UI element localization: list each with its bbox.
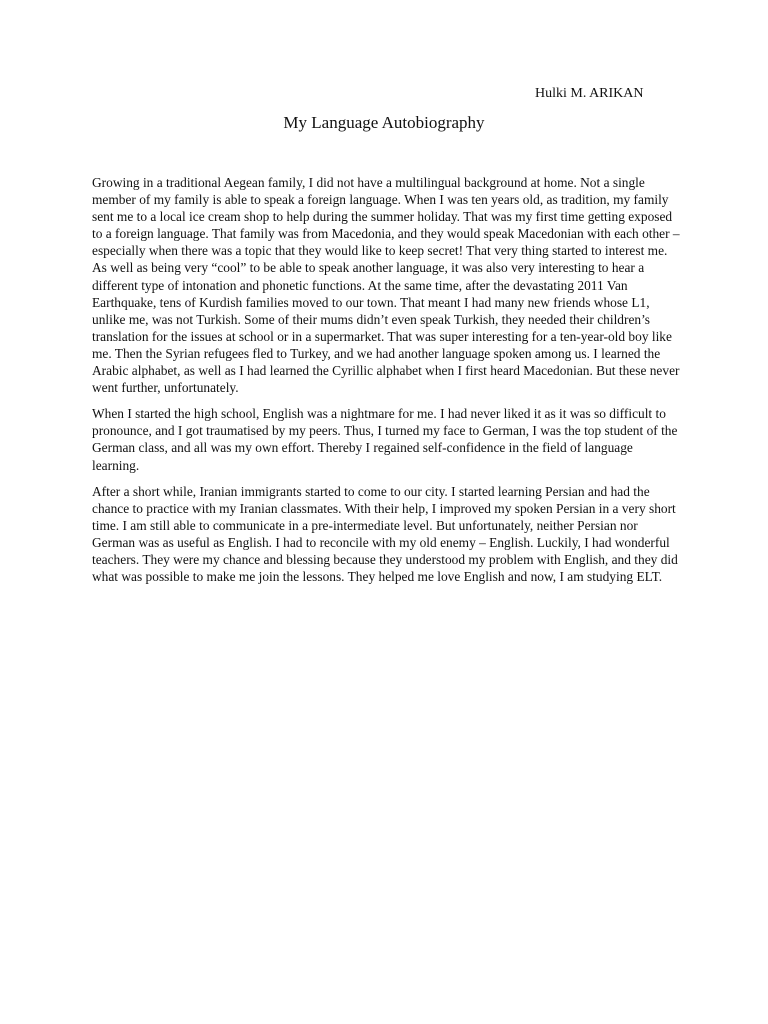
- document-title: My Language Autobiography: [283, 113, 485, 132]
- paragraph-1: Growing in a traditional Aegean family, I did not have a multilingual background at home. Not a single member of my family is able to speak a foreign language. When I was ten years old, as tradition, my family sent me to a local ice cream shop to help during the summer holiday. That was my first time getting exposed to a foreign language. That family was from Macedonia, and they would speak Macedonian with each other – especially when there was a topic that they would like to keep secret! That very thing started to interest me. As well as being very “cool” to be able to speak another language, it was also very interesting to hear a different type of intonation and phonetic functions. At the same time, after the devastating 2011 Van Earthquake, tens of Kurdish families moved to our town. That meant I had many new friends whose L1, unlike me, was not Turkish. Some of their mums didn’t even speak Turkish, they needed their children’s translation for the issues at school or in a supermarket. That was super interesting for a ten-year-old boy like me. Then the Syrian refugees fled to Turkey, and we had another language spoken among us. I learned the Arabic alphabet, as well as I had learned the Cyrillic alphabet when I first heard Macedonian. But these never went further, unfortunately.: [92, 175, 680, 396]
- author-name: Hulki M. ARIKAN: [535, 86, 644, 101]
- paragraph-2: When I started the high school, English was a nightmare for me. I had never liked it as it was so difficult to pronounce, and I got traumatised by my peers. Thus, I turned my face to German, I was the top student of the German class, and all was my own effort. Thereby I regained self-confidence in the field of language learning.: [92, 406, 678, 473]
- paragraph-3: After a short while, Iranian immigrants started to come to our city. I started learning Persian and had the chance to practice with my Iranian classmates. With their help, I improved my spoken Persian in a very short time. I am still able to communicate in a pre-intermediate level. But unfortunately, neither Persian nor German was as useful as English. I had to reconcile with my old enemy – English. Luckily, I had wonderful teachers. They were my chance and blessing because they understood my problem with English, and they did what was possible to make me join the lessons. They helped me love English and now, I am studying ELT.: [92, 483, 678, 585]
- document-body: [92, 174, 680, 594]
